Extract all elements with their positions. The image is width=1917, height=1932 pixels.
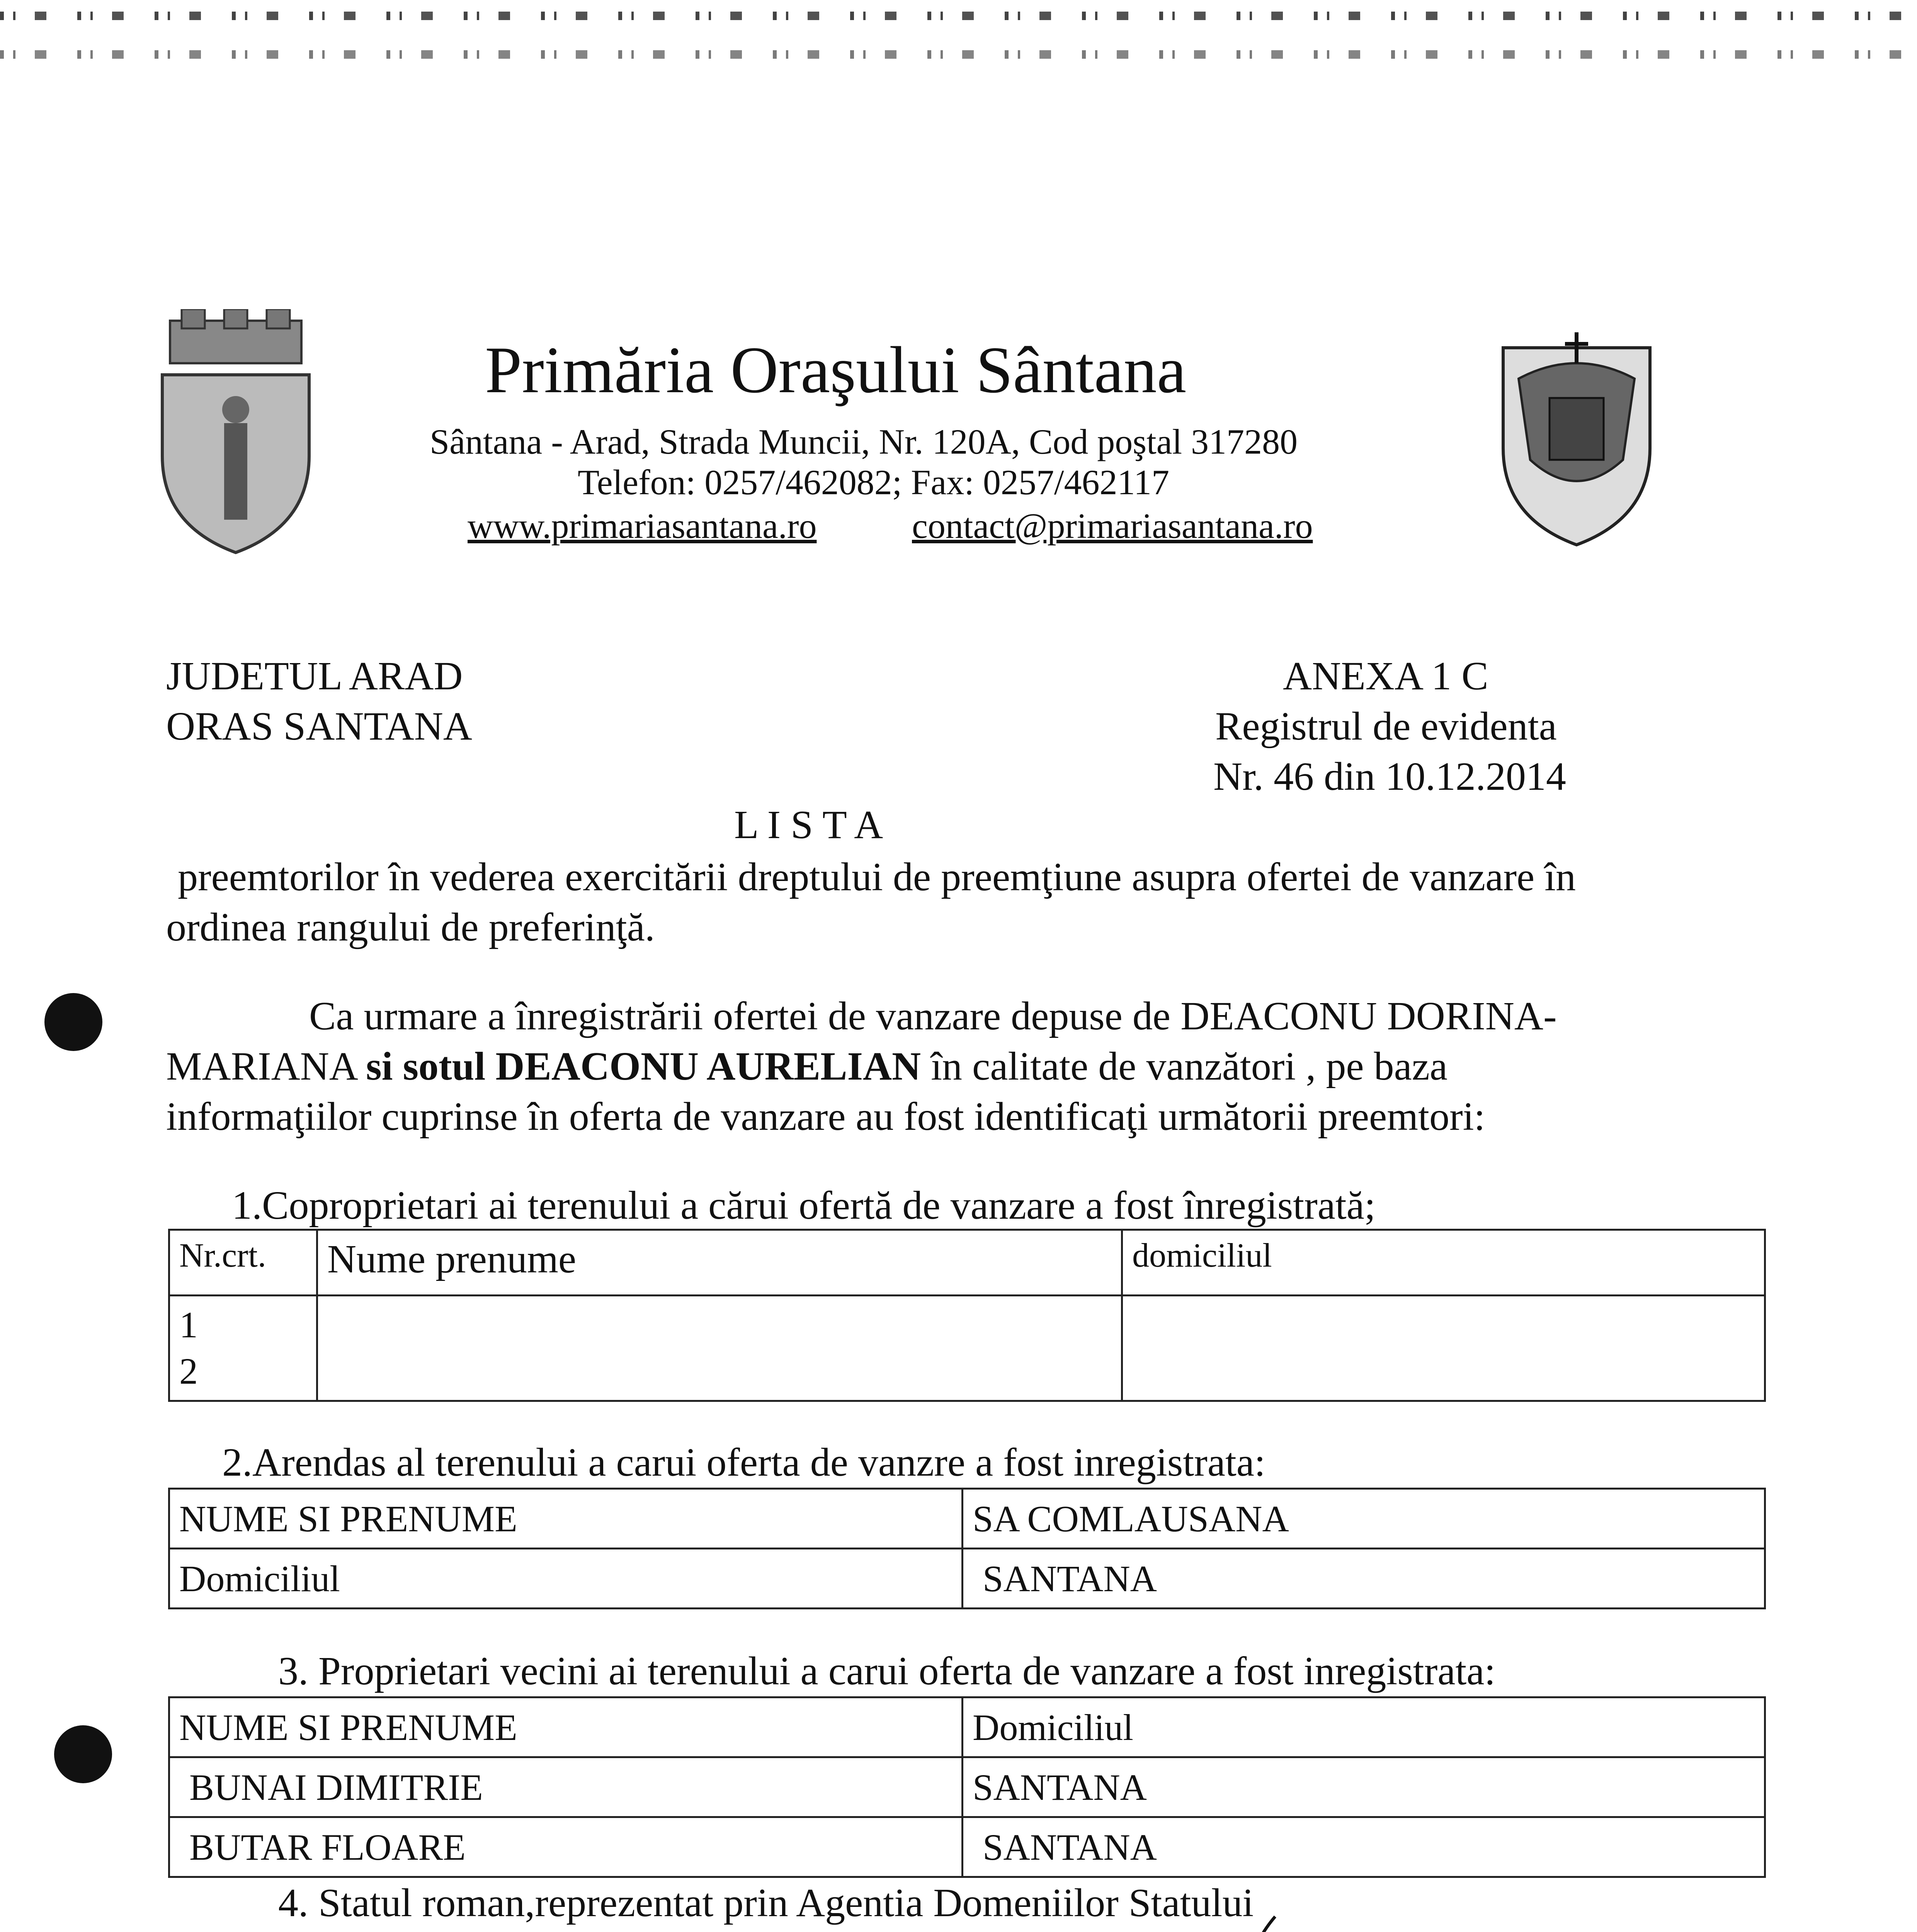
header-title: Primăria Oraşului Sântana	[485, 333, 1187, 407]
header-phone-fax: Telefon: 0257/462082; Fax: 0257/462117	[578, 463, 1170, 502]
seller-role: în calitate de vanzători , pe baza	[931, 1044, 1448, 1088]
spouse-name: si sotul DEACONU AURELIAN	[366, 1044, 921, 1088]
section4-text: 4. Statul roman,reprezentat prin Agentia Domeniilor Statului	[278, 1881, 1254, 1925]
paragraph-line-3: informaţiilor cuprinse în oferta de vanzare au fost identificaţi următorii preemtori:	[166, 1094, 1485, 1139]
row-number: 1	[179, 1304, 198, 1345]
town-label: ORAS SANTANA	[166, 704, 472, 748]
col-header-address: domiciliul	[1122, 1230, 1765, 1296]
paragraph-line-1: Ca urmare a înregistrării ofertei de vanzare depuse de DEACONU DORINA-	[309, 994, 1557, 1038]
register-number: Nr. 46 din 10.12.2014	[1213, 754, 1566, 799]
list-title: L I S T A	[734, 803, 883, 847]
header-website-link[interactable]: www.primariasantana.ro	[468, 506, 817, 546]
intro-line-2: ordinea rangului de preferinţă.	[166, 905, 655, 949]
section2-heading: 2.Arendas al terenului a carui oferta de vanzre a fost inregistrata:	[222, 1440, 1266, 1485]
header-address: Sântana - Arad, Strada Muncii, Nr. 120A, Cod poştal 317280	[430, 422, 1298, 461]
neighbor-address: SANTANA	[963, 1817, 1765, 1877]
neighbor-name: BUTAR FLOARE	[169, 1817, 963, 1877]
neighbor-name: BUNAI DIMITRIE	[169, 1757, 963, 1817]
tenant-name-value: SA COMLAUSANA	[963, 1489, 1765, 1549]
header-email-link[interactable]: contact@primariasantana.ro	[912, 506, 1313, 546]
neighbor-header-name: NUME SI PRENUME	[169, 1697, 963, 1757]
annex-label: ANEXA 1 C	[1283, 654, 1488, 698]
neighbor-header-address: Domiciliul	[963, 1697, 1765, 1757]
section1-heading: 1.Coproprietari ai terenului a cărui ofertă de vanzare a fost înregistrată;	[232, 1183, 1376, 1228]
col-header-name: Nume prenume	[317, 1230, 1122, 1296]
seller-name-part: MARIANA	[166, 1044, 356, 1088]
county-label: JUDETUL ARAD	[166, 654, 463, 698]
tenant-address-label: Domiciliul	[169, 1549, 963, 1609]
row-number: 2	[179, 1350, 198, 1392]
col-header-nr: Nr.crt.	[169, 1230, 317, 1296]
register-label: Registrul de evidenta	[1215, 704, 1557, 748]
section3-heading: 3. Proprietari vecini ai terenului a carui oferta de vanzare a fost inregistrata:	[278, 1649, 1496, 1693]
neighbor-address: SANTANA	[963, 1757, 1765, 1817]
tenant-address-value: SANTANA	[963, 1549, 1765, 1609]
intro-line-1: preemtorilor în vederea exercitării dreptului de preemţiune asupra ofertei de vanzare în	[178, 855, 1576, 899]
tenant-name-label: NUME SI PRENUME	[169, 1489, 963, 1549]
